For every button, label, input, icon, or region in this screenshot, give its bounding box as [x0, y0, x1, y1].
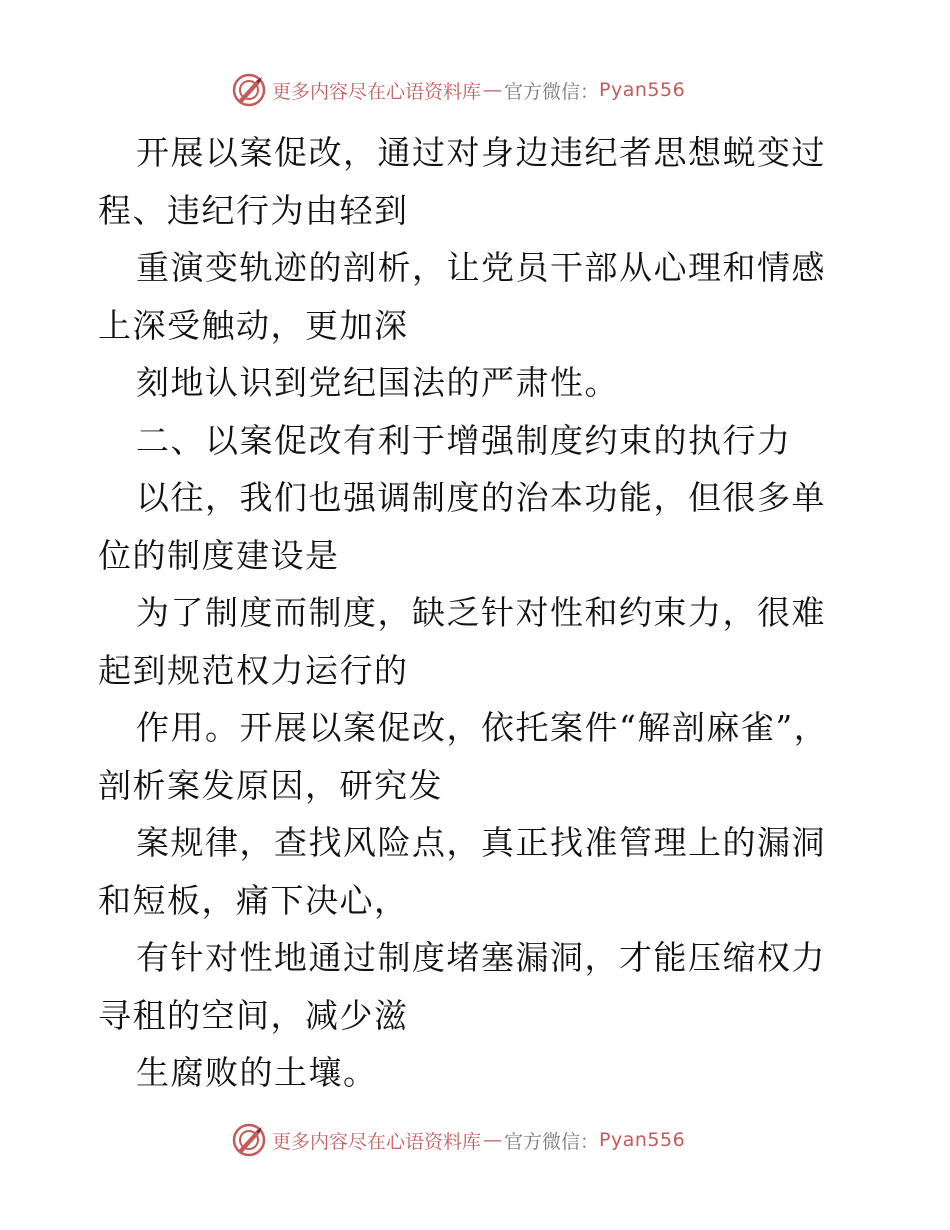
quill-circle-logo-icon [232, 1123, 266, 1157]
watermark-label: 官方微信： [504, 80, 600, 103]
watermark-dash: — [483, 1129, 503, 1151]
watermark-dash: — [483, 79, 503, 101]
quill-circle-logo-icon [232, 73, 266, 107]
paragraph: 刻地认识到党纪国法的严肃性。 [136, 363, 619, 402]
section-heading: 二、以案促改有利于增强制度约束的执行力 [136, 420, 792, 460]
paragraph: 有针对性地通过制度堵塞漏洞，才能压缩权力寻租的空间，减少滋 [98, 938, 826, 1035]
footer-watermark [232, 1120, 752, 1160]
watermark-label: 官方微信： [504, 1130, 600, 1153]
paragraph: 重演变轨迹的剖析，让党员干部从心理和情感上深受触动，更加深 [98, 248, 826, 345]
paragraph: 开展以案促改，通过对身边违纪者思想蜕变过程、违纪行为由轻到 [98, 133, 826, 230]
paragraph: 作用。开展以案促改，依托案件“解剖麻雀”，剖析案发原因，研究发 [98, 708, 829, 805]
paragraph: 案规律，查找风险点，真正找准管理上的漏洞和短板，痛下决心， [98, 823, 826, 920]
watermark-wechat-id: Pyan556 [599, 79, 686, 101]
watermark-main-text: 更多内容尽在心语资料库 [272, 80, 482, 103]
header-watermark [232, 70, 752, 110]
paragraph: 为了制度而制度，缺乏针对性和约束力，很难起到规范权力运行的 [98, 593, 826, 690]
paragraph: 生腐败的土壤。 [136, 1053, 378, 1092]
watermark-wechat-id: Pyan556 [599, 1129, 686, 1151]
document-body [98, 124, 858, 1102]
watermark-main-text: 更多内容尽在心语资料库 [272, 1130, 482, 1153]
paragraph: 以往，我们也强调制度的治本功能，但很多单位的制度建设是 [98, 478, 826, 575]
